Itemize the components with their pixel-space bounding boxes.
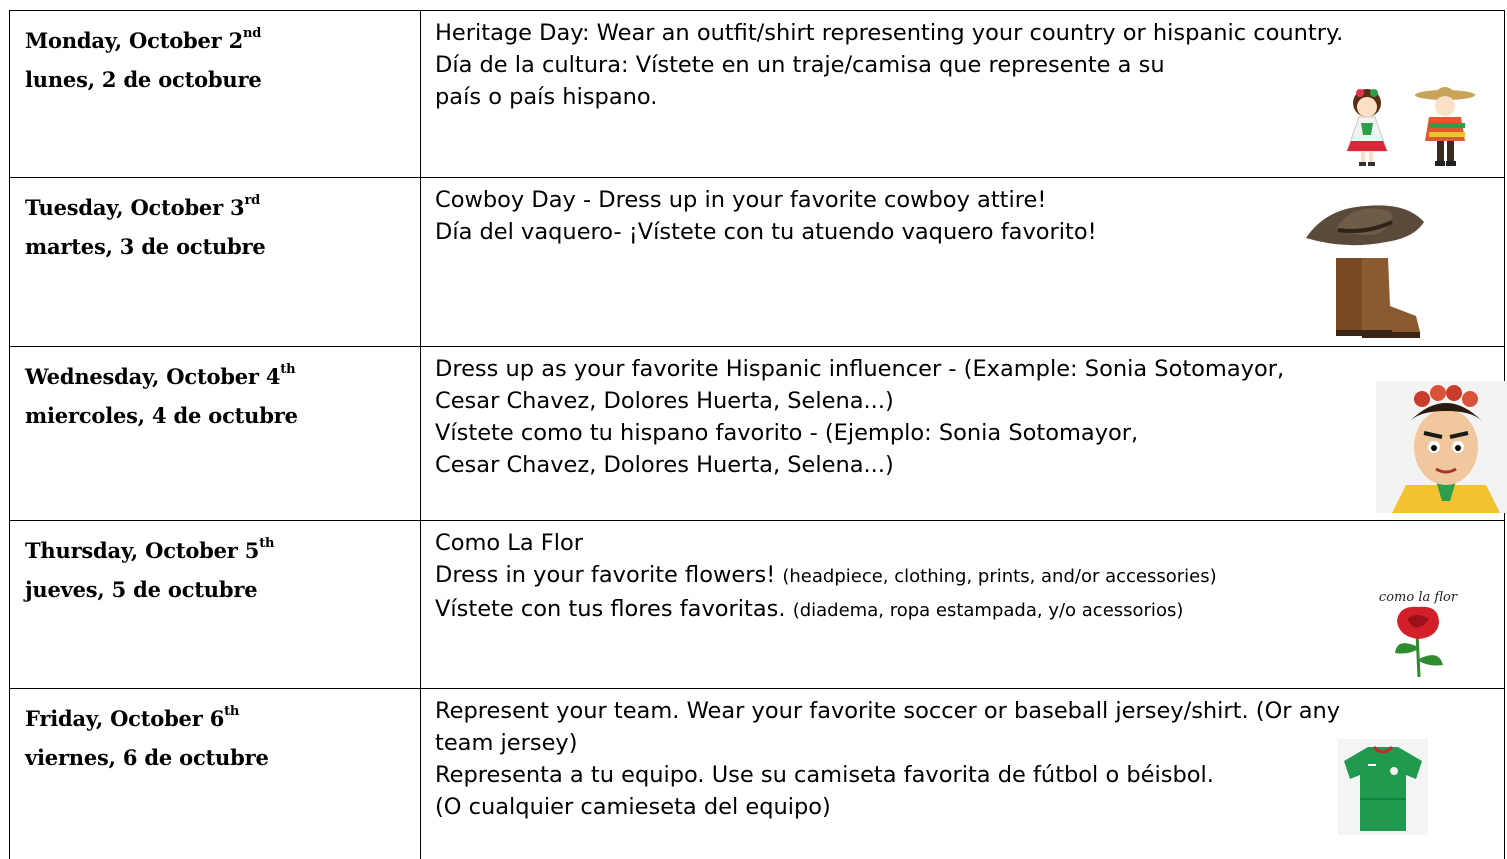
table-row — [10, 521, 1505, 689]
ordinal-suffix: th — [259, 536, 275, 551]
day-english: Wednesday, October 4 — [25, 364, 281, 389]
description-line: Dress up as your favorite Hispanic influencer - (Example: Sonia Sotomayor, — [435, 356, 1285, 382]
description-note: (diadema, ropa estampada, y/o acessorios) — [792, 600, 1184, 621]
day-spanish: jueves, 5 de octubre — [25, 577, 258, 602]
description-line: Vístete como tu hispano favorito - (Ejemplo: Sonia Sotomayor, — [435, 420, 1139, 446]
rose-icon — [1367, 585, 1469, 677]
description-line: Día de la cultura: Vístete en un traje/camisa que represente a su — [435, 52, 1165, 78]
day-spanish: lunes, 2 de octobure — [25, 67, 262, 92]
day-english: Friday, October 6 — [25, 706, 225, 731]
description-line: Cesar Chavez, Dolores Huerta, Selena...) — [435, 452, 894, 478]
description-line: Dress in your favorite flowers! — [435, 562, 776, 588]
description-line: país o país hispano. — [435, 84, 658, 110]
day-cell — [10, 689, 421, 859]
description-line: Vístete con tus flores favoritas. — [435, 596, 786, 622]
spirit-week-table — [9, 10, 1505, 859]
day-spanish: martes, 3 de octubre — [25, 234, 266, 259]
day-cell — [10, 521, 421, 689]
cowboy-hat-and-boots-icon — [1296, 198, 1431, 340]
description-cell — [421, 689, 1505, 859]
ordinal-suffix: th — [280, 362, 296, 377]
day-english: Monday, October 2 — [25, 28, 244, 53]
table-row — [10, 689, 1505, 859]
day-cell — [10, 178, 421, 347]
rose-caption: como la flor — [1378, 590, 1458, 605]
cartoon-portrait-icon — [1376, 381, 1507, 513]
description-line: Represent your team. Wear your favorite soccer or baseball jersey/shirt. (Or any — [435, 698, 1341, 724]
description-line: Como La Flor — [435, 530, 583, 556]
ordinal-suffix: rd — [244, 193, 261, 208]
day-spanish: viernes, 6 de octubre — [25, 745, 269, 770]
table-row — [10, 178, 1505, 347]
description-line: Cesar Chavez, Dolores Huerta, Selena...) — [435, 388, 894, 414]
description-cell — [421, 178, 1505, 347]
description-cell — [421, 521, 1505, 689]
table-row — [10, 347, 1505, 521]
day-english: Thursday, October 5 — [25, 538, 260, 563]
ordinal-suffix: th — [224, 704, 240, 719]
day-cell — [10, 347, 421, 521]
description-line: team jersey) — [435, 730, 578, 756]
table-row — [10, 11, 1505, 178]
description-line: Día del vaquero- ¡Vístete con tu atuendo vaquero favorito! — [435, 219, 1097, 245]
description-line: Representa a tu equipo. Use su camiseta favorita de fútbol o béisbol. — [435, 762, 1214, 788]
description-line: (O cualquier camieseta del equipo) — [435, 794, 831, 820]
description-line: Cowboy Day - Dress up in your favorite cowboy attire! — [435, 187, 1047, 213]
description-cell — [421, 347, 1505, 521]
description-cell — [421, 11, 1505, 178]
day-english: Tuesday, October 3 — [25, 195, 245, 220]
ordinal-suffix: nd — [243, 26, 262, 41]
description-line: Heritage Day: Wear an outfit/shirt representing your country or hispanic country. — [435, 20, 1344, 46]
description-note: (headpiece, clothing, prints, and/or accessories) — [782, 566, 1217, 587]
day-cell — [10, 11, 421, 178]
two-kids-in-traditional-costume-icon — [1337, 83, 1487, 169]
day-spanish: miercoles, 4 de octubre — [25, 403, 298, 428]
green-soccer-jersey-icon — [1338, 739, 1428, 835]
